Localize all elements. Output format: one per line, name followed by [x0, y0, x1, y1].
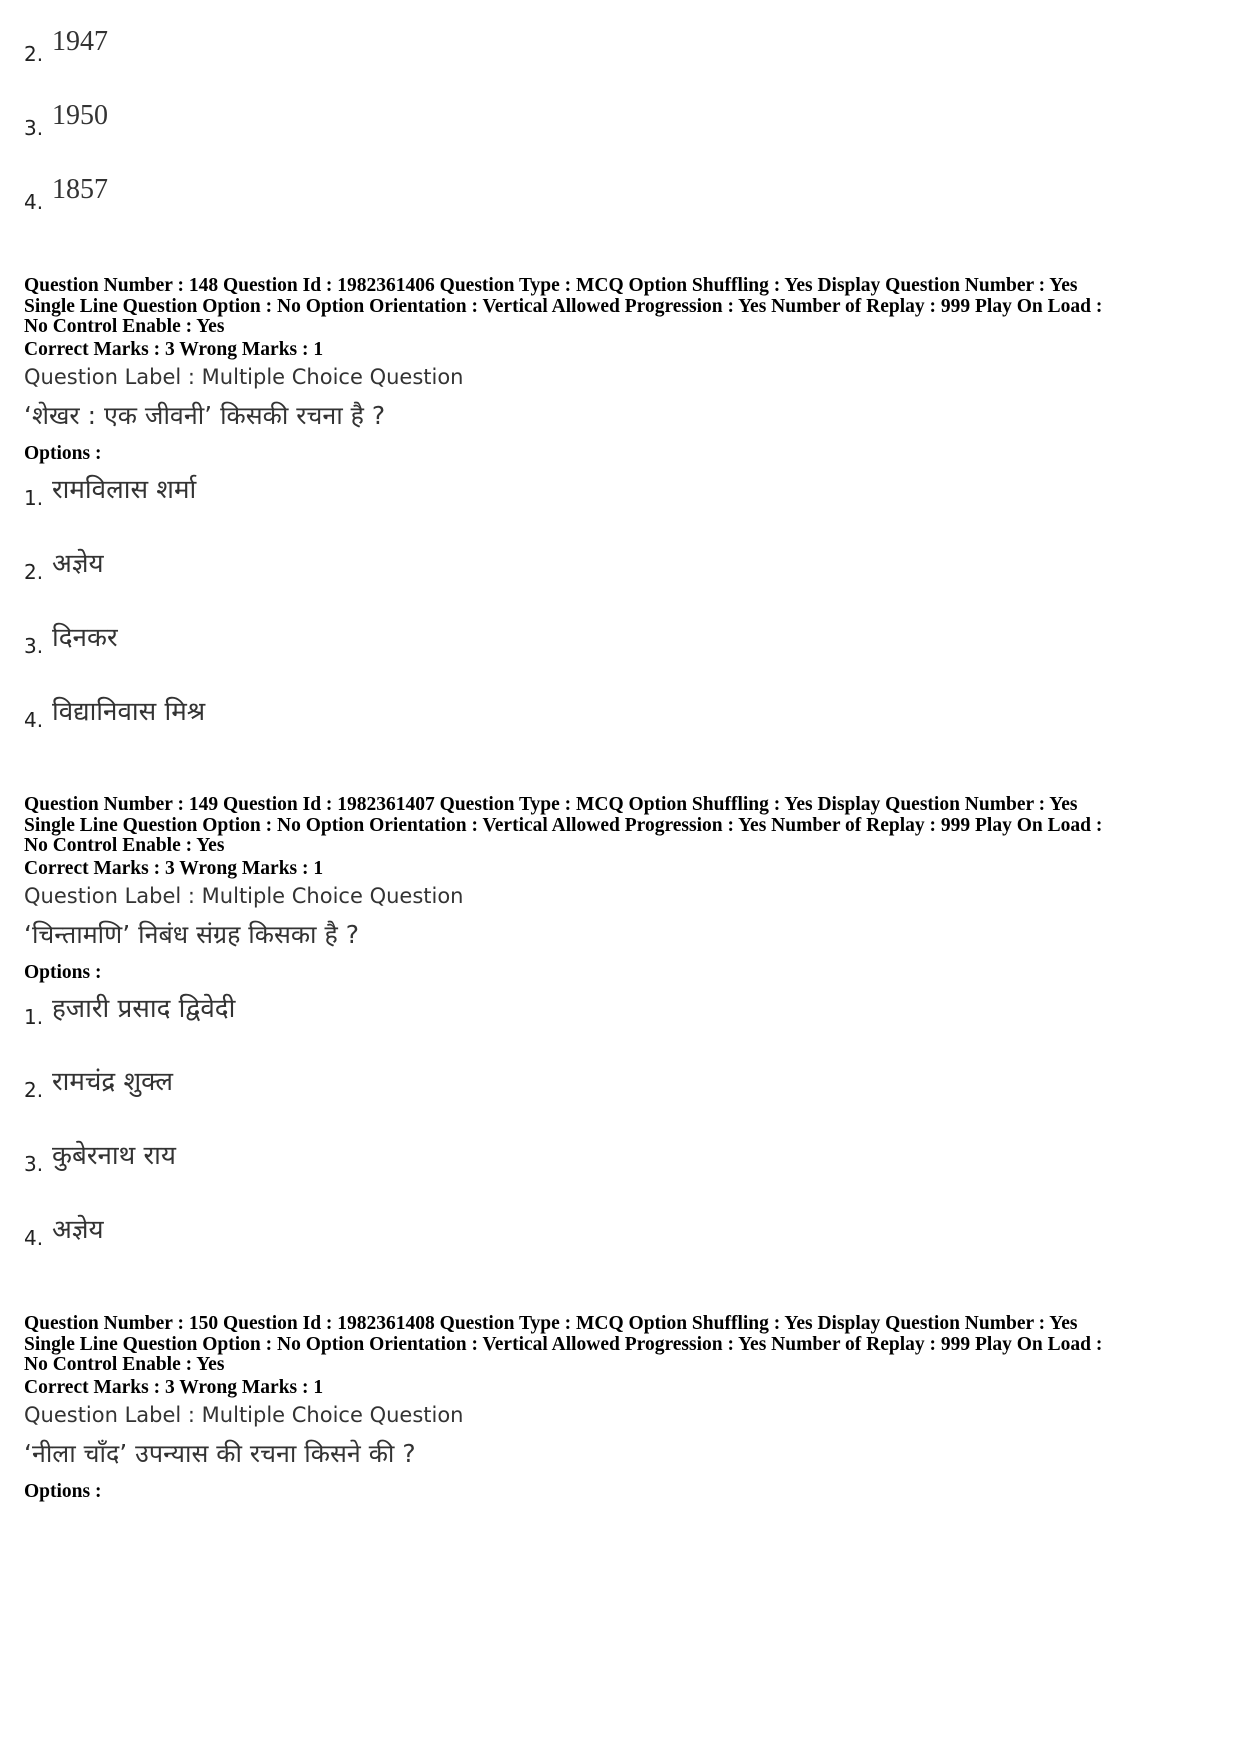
option-number: 2.: [24, 42, 44, 66]
option-number: 2.: [24, 560, 44, 584]
meta-line: No Control Enable : Yes: [24, 835, 225, 856]
option-number: 4.: [24, 190, 44, 214]
meta-line: Single Line Question Option : No Option Orientation : Vertical Allowed Progression : Yes Number of Replay : 999 Play On Load :: [24, 1333, 1103, 1355]
option-text: 1947: [52, 26, 108, 57]
option-text: कुबेरनाथ राय: [52, 1141, 176, 1171]
option-number: 2.: [24, 1078, 44, 1102]
option-text: हजारी प्रसाद द्विवेदी: [52, 994, 236, 1024]
option-number: 4.: [24, 708, 44, 732]
options-heading: Options :: [24, 962, 102, 983]
option-text: विद्यानिवास मिश्र: [52, 697, 206, 727]
option-text: 1950: [52, 100, 108, 131]
question-meta: [24, 276, 1224, 338]
option-text: अज्ञेय: [52, 549, 104, 579]
meta-line: Question Number : 148 Question Id : 1982361406 Question Type : MCQ Option Shuffling : Yes Display Question Number : Yes: [24, 275, 1078, 296]
option-text: रामविलास शर्मा: [52, 475, 197, 505]
question-text: ‘चिन्तामणि’ निबंध संग्रह किसका है ?: [24, 920, 359, 949]
marks-info: Correct Marks : 3 Wrong Marks : 1: [24, 339, 324, 360]
options-heading: Options :: [24, 1481, 102, 1502]
question-meta: [24, 1314, 1224, 1376]
meta-line: Question Number : 149 Question Id : 1982361407 Question Type : MCQ Option Shuffling : Yes Display Question Number : Yes: [24, 794, 1078, 815]
option-number: 3.: [24, 1152, 44, 1176]
question-label: Question Label : Multiple Choice Question: [24, 365, 464, 389]
option-text: दिनकर: [52, 623, 118, 653]
option-text: अज्ञेय: [52, 1215, 104, 1245]
question-text: ‘नीला चाँद’ उपन्यास की रचना किसने की ?: [24, 1439, 416, 1468]
option-number: 1.: [24, 1005, 44, 1029]
meta-line: Question Number : 150 Question Id : 1982361408 Question Type : MCQ Option Shuffling : Yes Display Question Number : Yes: [24, 1313, 1078, 1334]
meta-line: No Control Enable : Yes: [24, 1354, 225, 1375]
option-number: 3.: [24, 634, 44, 658]
meta-line: No Control Enable : Yes: [24, 316, 225, 337]
question-meta: [24, 795, 1224, 857]
question-label: Question Label : Multiple Choice Question: [24, 884, 464, 908]
option-number: 1.: [24, 486, 44, 510]
meta-line: Single Line Question Option : No Option Orientation : Vertical Allowed Progression : Yes Number of Replay : 999 Play On Load :: [24, 814, 1103, 836]
option-text: रामचंद्र शुक्ल: [52, 1067, 173, 1097]
question-label: Question Label : Multiple Choice Question: [24, 1403, 464, 1427]
options-heading: Options :: [24, 443, 102, 464]
marks-info: Correct Marks : 3 Wrong Marks : 1: [24, 858, 324, 879]
option-number: 3.: [24, 116, 44, 140]
meta-line: Single Line Question Option : No Option Orientation : Vertical Allowed Progression : Yes Number of Replay : 999 Play On Load :: [24, 295, 1103, 317]
option-number: 4.: [24, 1226, 44, 1250]
option-text: 1857: [52, 174, 108, 205]
question-text: ‘शेखर : एक जीवनी’ किसकी रचना है ?: [24, 401, 386, 430]
marks-info: Correct Marks : 3 Wrong Marks : 1: [24, 1377, 324, 1398]
